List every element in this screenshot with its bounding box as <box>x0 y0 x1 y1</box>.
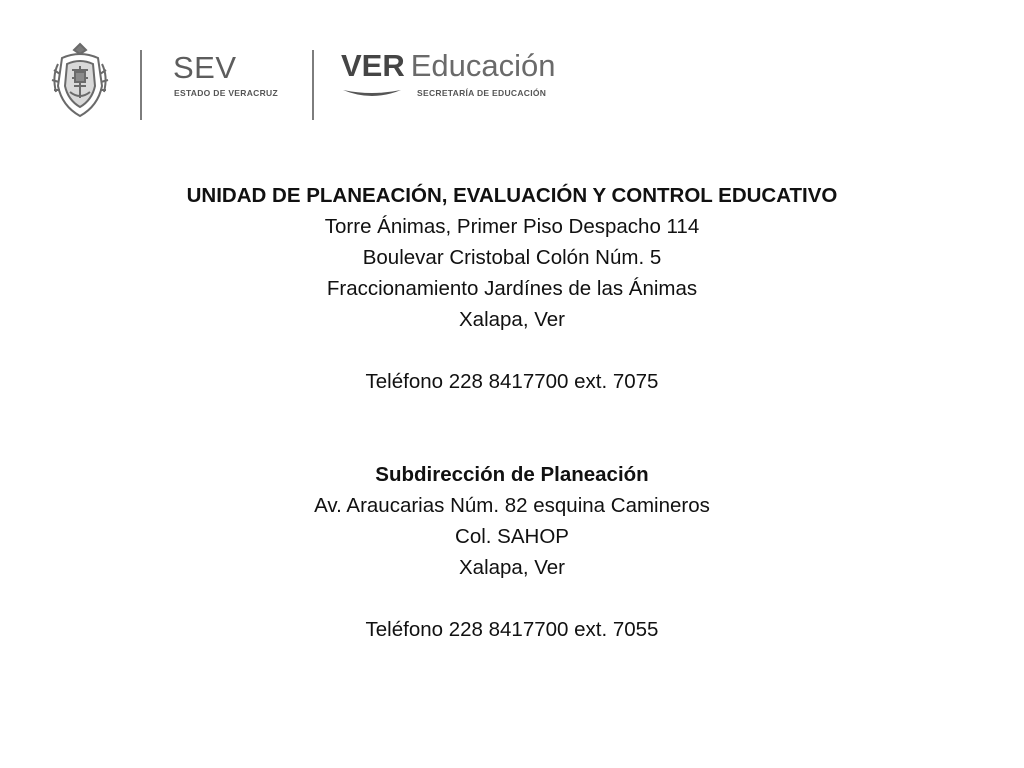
ver-logo-subtitle: SECRETARÍA DE EDUCACIÓN <box>417 88 547 98</box>
phone-line: Teléfono 228 8417700 ext. 7055 <box>365 618 659 641</box>
sev-logo-title: SEV <box>173 50 237 85</box>
veracruz-coat-of-arms-icon <box>48 40 112 120</box>
address-line: Xalapa, Ver <box>459 308 565 331</box>
address-line: Fraccionamiento Jardínes de las Ánimas <box>326 277 698 300</box>
office-title: UNIDAD DE PLANEACIÓN, EVALUACIÓN Y CONTROL EDUCATIVO <box>186 184 838 207</box>
phone-line: Teléfono 228 8417700 ext. 7075 <box>365 370 659 393</box>
address-line: Xalapa, Ver <box>459 556 565 579</box>
educacion-logo-text: Educación <box>410 48 556 83</box>
office-block-subdireccion <box>0 459 1024 645</box>
divider-line <box>312 50 314 120</box>
contact-info <box>0 180 1024 645</box>
address-line: Av. Araucarias Núm. 82 esquina Camineros <box>314 494 710 517</box>
ver-swoosh-icon <box>340 86 404 100</box>
divider-line <box>140 50 142 120</box>
office-title: Subdirección de Planeación <box>375 463 649 486</box>
sev-logo-subtitle: ESTADO DE VERACRUZ <box>174 88 278 98</box>
address-line: Boulevar Cristobal Colón Núm. 5 <box>362 246 662 269</box>
address-line: Torre Ánimas, Primer Piso Despacho 114 <box>324 215 700 238</box>
ver-educacion-logo <box>341 48 556 84</box>
office-block-upece <box>0 180 1024 397</box>
header <box>0 0 1024 150</box>
address-line: Col. SAHOP <box>455 525 569 548</box>
ver-logo-text: VER <box>341 48 405 83</box>
